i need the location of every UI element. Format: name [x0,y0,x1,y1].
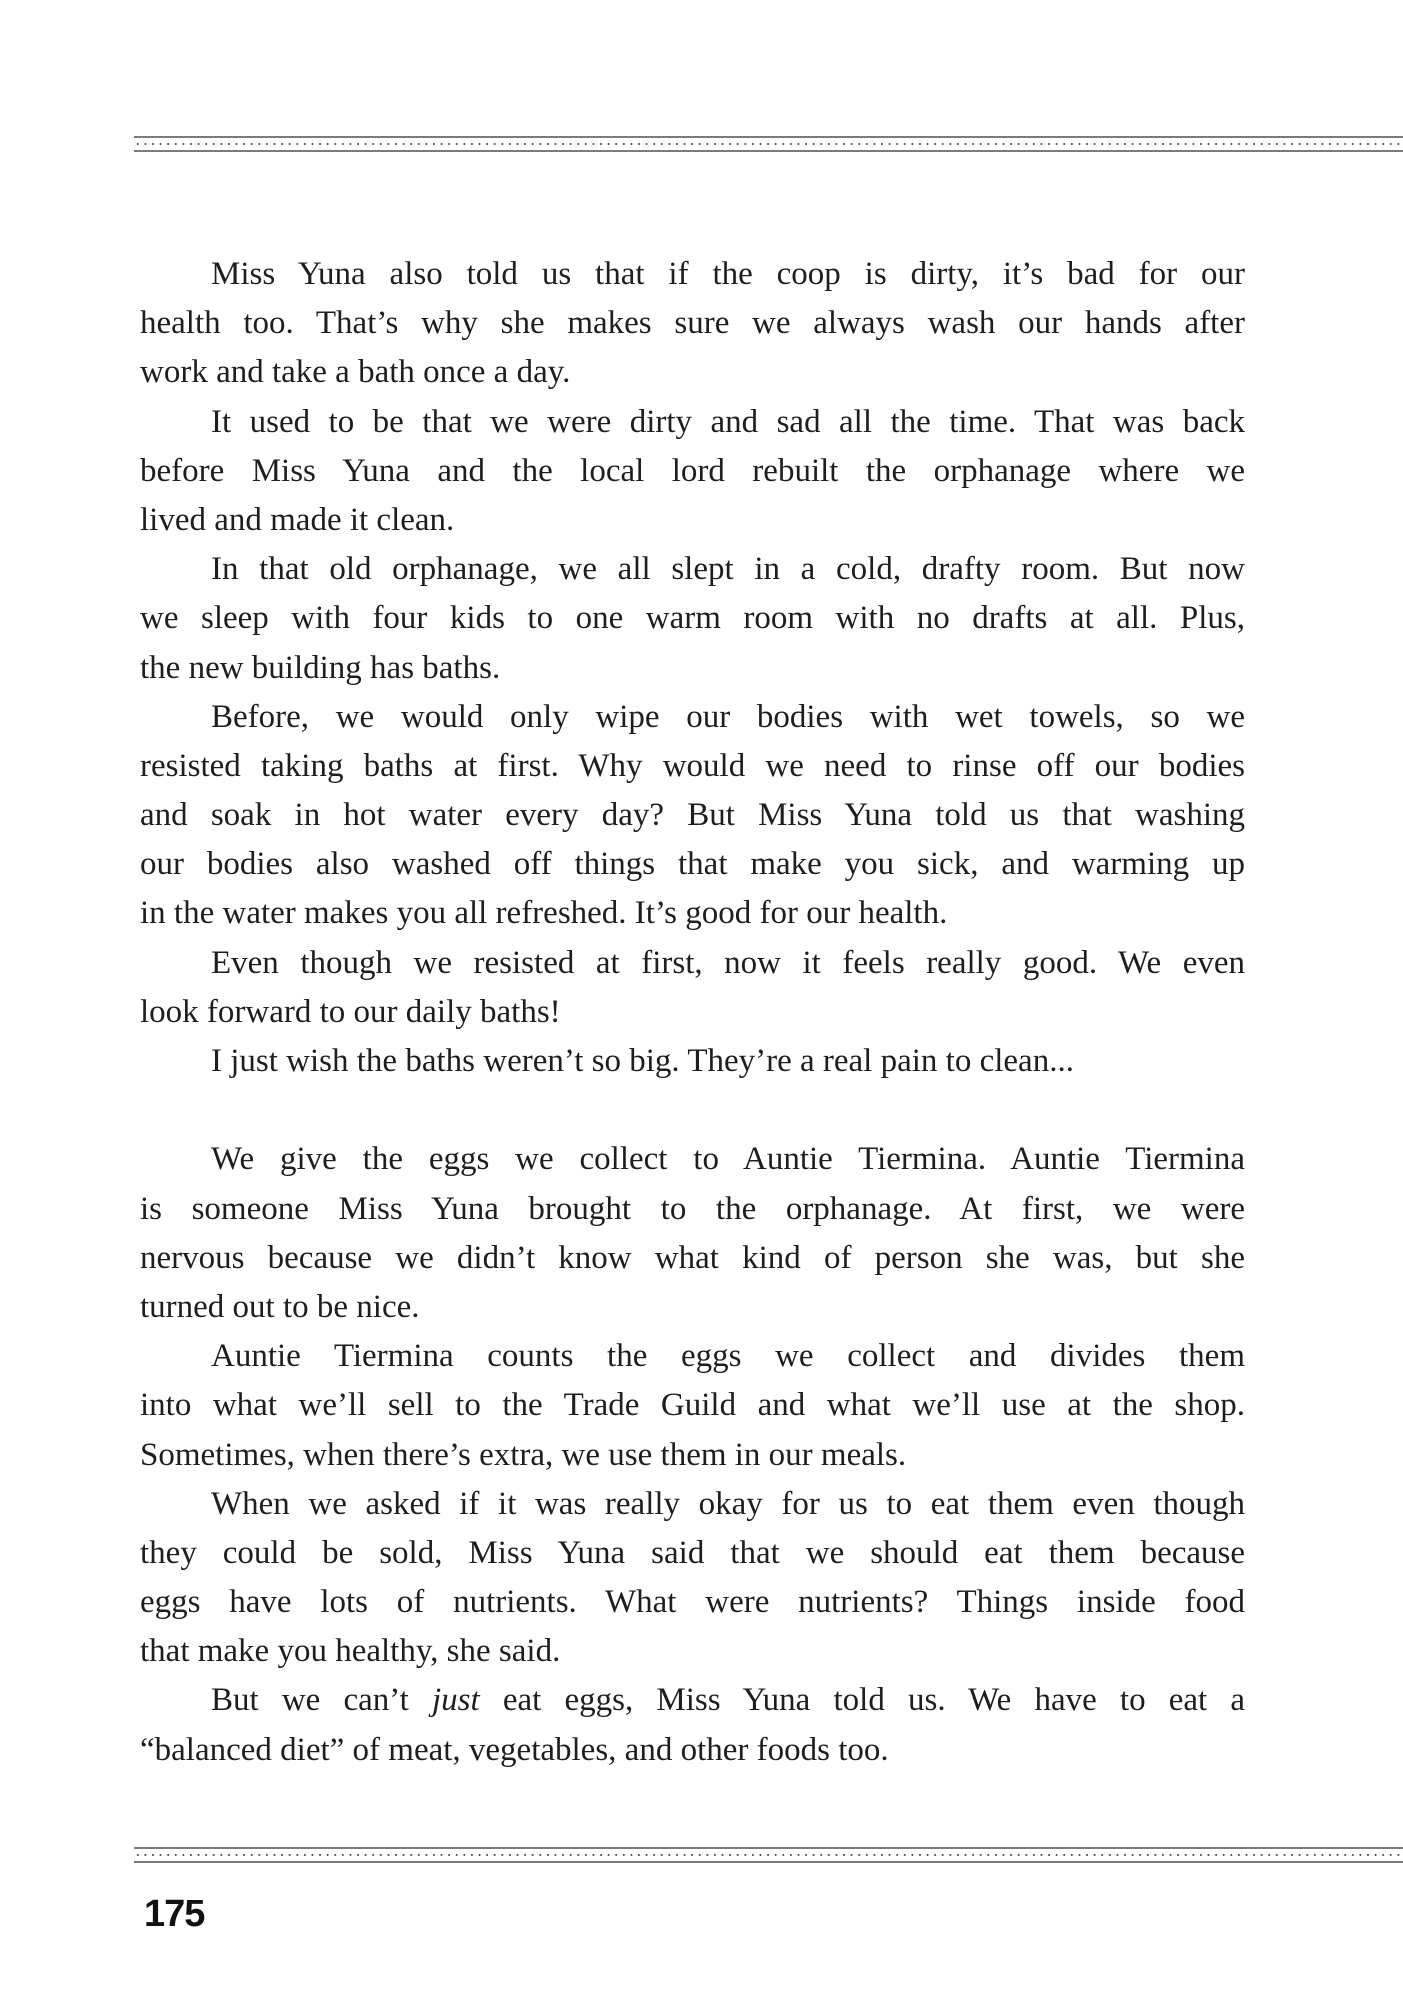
section-break [140,1086,1245,1135]
italic-emphasis: just [432,1682,480,1719]
text-line: health too. That’s why she makes sure we always wash our hands after [140,305,1245,342]
text-line: before Miss Yuna and the local lord rebuilt the orphanage where we [140,452,1245,489]
text-line: lived and made it clean. [140,501,455,538]
paragraph [140,398,1245,546]
paragraph [140,250,1245,398]
text-line: “balanced diet” of meat, vegetables, and other foods too. [140,1731,889,1768]
text-line: Before, we would only wipe our bodies with wet towels, so we [211,698,1245,735]
text-line: the new building has baths. [140,649,501,686]
footer-decorative-rule [134,1847,1403,1863]
text-line: we sleep with four kids to one warm room with no drafts at all. Plus, [140,600,1245,637]
paragraph [140,1332,1245,1480]
text-line [140,1676,1245,1725]
paragraph [140,1676,1245,1774]
text-line: they could be sold, Miss Yuna said that we should eat them because [140,1534,1245,1571]
text-line: When we asked if it was really okay for us to eat them even though [211,1485,1245,1522]
text-line: our bodies also washed off things that make you sick, and warming up [140,846,1245,883]
text-line: eggs have lots of nutrients. What were nutrients? Things inside food [140,1584,1245,1621]
text-line: I just wish the baths weren’t so big. They’re a real pain to clean... [211,1043,1074,1079]
body-text [140,250,1245,1775]
text-line: Sometimes, when there’s extra, we use them in our meals. [140,1436,907,1473]
text-line: and soak in hot water every day? But Miss Yuna told us that washing [140,797,1245,834]
text-line: Even though we resisted at first, now it feels really good. We even [211,944,1245,981]
text-segment: eat eggs, Miss Yuna told us. We have to eat a [479,1682,1245,1719]
text-line: turned out to be nice. [140,1288,420,1325]
text-line: resisted taking baths at first. Why would we need to rinse off our bodies [140,747,1245,784]
paragraph [140,1135,1245,1332]
header-decorative-rule [134,136,1403,152]
text-line: in the water makes you all refreshed. It’s good for our health. [140,895,948,932]
paragraph [140,1037,1245,1086]
paragraph [140,939,1245,1037]
text-segment: But we can’t [211,1682,432,1719]
text-line: look forward to our daily baths! [140,993,561,1030]
text-line: It used to be that we were dirty and sad all the time. That was back [211,403,1245,440]
text-line: that make you healthy, she said. [140,1633,561,1670]
text-line: into what we’ll sell to the Trade Guild and what we’ll use at the shop. [140,1387,1245,1424]
paragraph [140,545,1245,693]
paragraph [140,1480,1245,1677]
text-line: nervous because we didn’t know what kind of person she was, but she [140,1239,1245,1276]
text-line: Miss Yuna also told us that if the coop is dirty, it’s bad for our [211,256,1245,292]
page-number: 175 [144,1893,205,1935]
text-line: In that old orphanage, we all slept in a cold, drafty room. But now [211,551,1245,588]
text-line: work and take a bath once a day. [140,354,571,391]
text-line: We give the eggs we collect to Auntie Tiermina. Auntie Tiermina [211,1141,1245,1178]
text-line: is someone Miss Yuna brought to the orphanage. At first, we were [140,1190,1245,1227]
paragraph [140,693,1245,939]
text-line: Auntie Tiermina counts the eggs we collect and divides them [211,1338,1245,1375]
